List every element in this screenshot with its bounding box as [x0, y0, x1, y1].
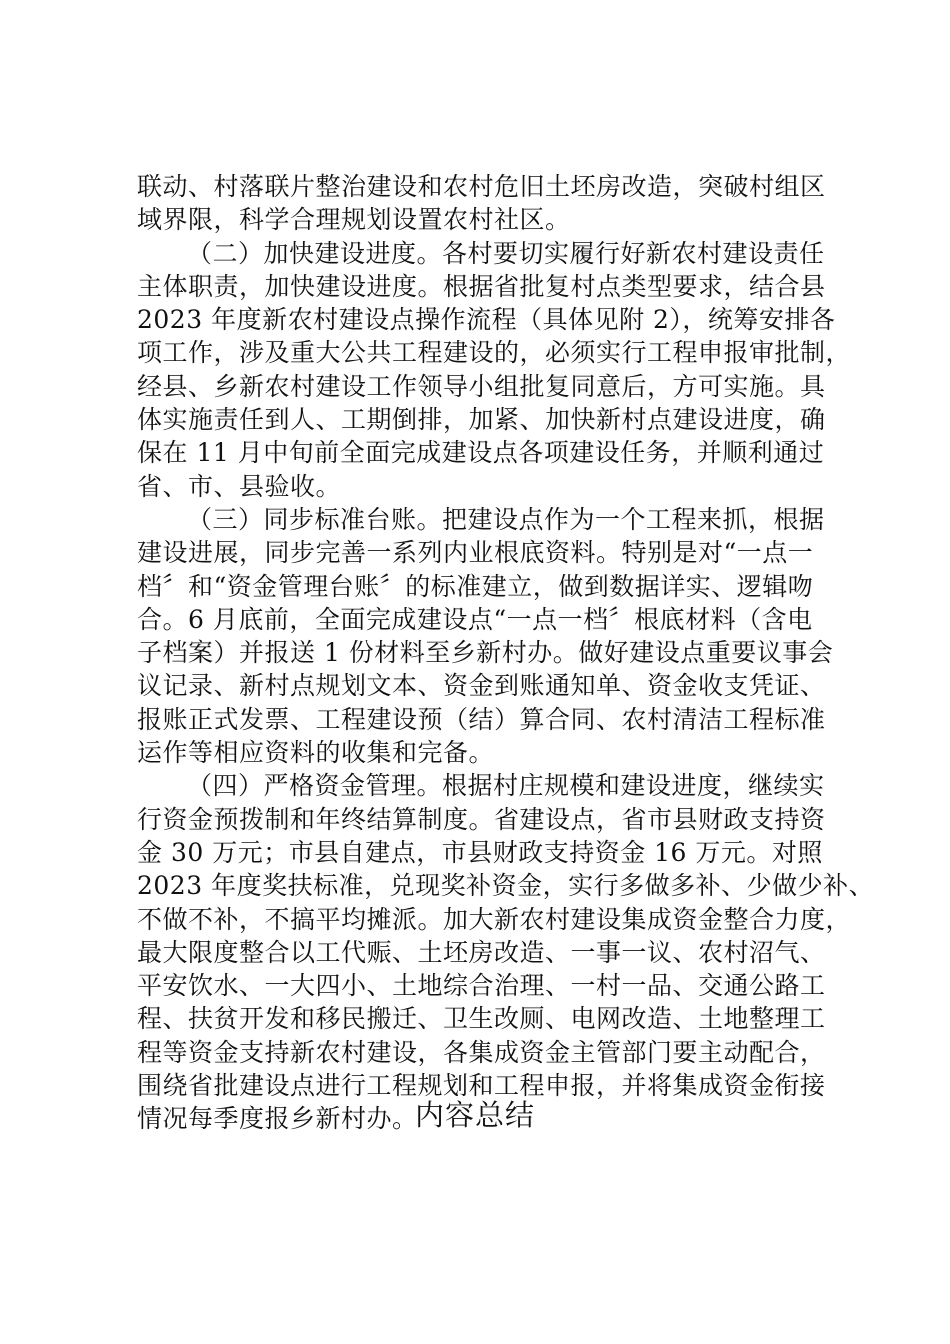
text-line: 行资金预拨制和年终结算制度。省建设点，省市县财政支持资	[137, 804, 826, 834]
text-line: 保在 11 月中旬前全面完成建设点各项建设任务，并顺利通过	[137, 438, 825, 468]
text-line: 子档案）并报送 1 份材料至乡新村办。做好建设点重要议事会	[137, 638, 834, 668]
text-line: （四）严格资金管理。根据村庄规模和建设进度，继续实	[187, 771, 825, 801]
text-line: 程等资金支持新农村建设，各集成资金主管部门要主动配合，	[137, 1037, 826, 1067]
text-line: 项工作，涉及重大公共工程建设的，必须实行工程申报审批制，	[137, 338, 852, 368]
text-line: 平安饮水、一大四小、土地综合治理、一村一品、交通公路工	[137, 971, 826, 1001]
text-line: 2023 年度奖扶标准，兑现奖补资金，实行多做多补、少做少补、	[137, 871, 875, 901]
text-line: 体实施责任到人、工期倒排，加紧、加快新村点建设进度，确	[137, 405, 826, 435]
text-line: 金 30 万元；市县自建点，市县财政支持资金 16 万元。对照	[137, 837, 823, 867]
text-line: 议记录、新村点规划文本、资金到账通知单、资金收支凭证、	[137, 671, 826, 701]
text-line: 最大限度整合以工代赈、土坯房改造、一事一议、农村沼气、	[137, 937, 826, 967]
text-line: 域界限，科学合理规划设置农村社区。	[137, 205, 571, 235]
text-line: 联动、村落联片整治建设和农村危旧土坯房改造，突破村组区	[137, 172, 826, 201]
text-line: 经县、乡新农村建设工作领导小组批复同意后，方可实施。具	[137, 371, 826, 401]
text-line: 2023 年度新农村建设点操作流程（具体见附 2），统筹安排各	[137, 305, 836, 335]
text-line: 合。6 月底前，全面完成建设点“一点一档〞根底材料（含电	[137, 604, 813, 634]
summary-heading: 内容总结	[414, 1098, 535, 1132]
text-line: 报账正式发票、工程建设预（结）算合同、农村清洁工程标准	[137, 704, 826, 734]
text-line: 运作等相应资料的收集和完备。	[137, 738, 495, 768]
text-line: 程、扶贫开发和移民搬迁、卫生改厕、电网改造、土地整理工	[137, 1004, 826, 1034]
text-line: 省、市、县验收。	[137, 471, 342, 501]
text-line: （二）加快建设进度。各村要切实履行好新农村建设责任	[187, 238, 825, 268]
text-line: 建设进展，同步完善一系列内业根底资料。特别是对“一点一	[137, 538, 814, 568]
body-text	[137, 170, 875, 1136]
text-line: 围绕省批建设点进行工程规划和工程申报，并将集成资金衔接	[137, 1071, 826, 1101]
text-line: 不做不补，不搞平均摊派。加大新农村建设集成资金整合力度，	[137, 904, 852, 934]
text-line: （三）同步标准台账。把建设点作为一个工程来抓，根据	[187, 504, 825, 534]
text-line: 主体职责，加快建设进度。根据省批复村点类型要求，结合县	[137, 271, 826, 301]
text-line: 档〞和“资金管理台账〞的标准建立，做到数据详实、逻辑吻	[137, 571, 814, 601]
text-line: 情况每季度报乡新村办。	[137, 1104, 418, 1134]
